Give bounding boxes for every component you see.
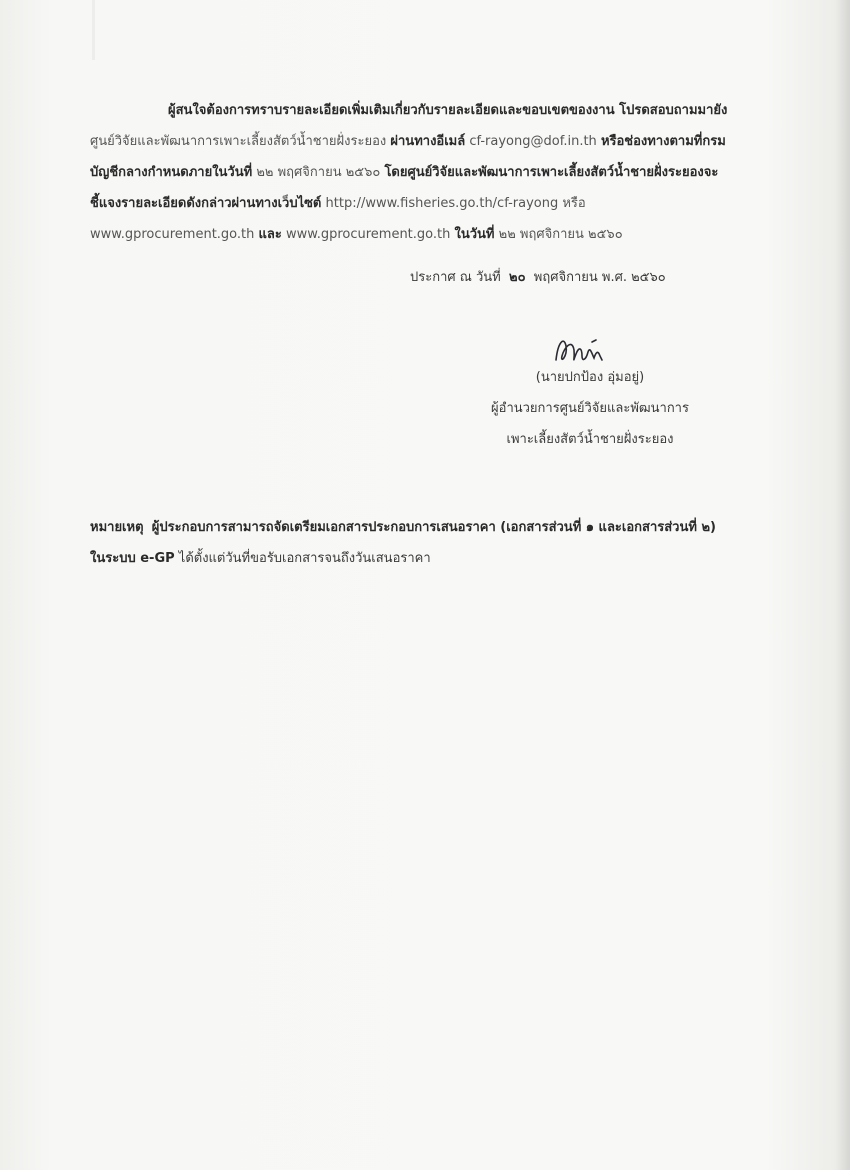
paragraph-text: หรือ [562,196,586,211]
paragraph-line-1 [90,95,750,126]
paragraph-text: ชี้แจงรายละเอียดดังกล่าวผ่านทางเว็บไซต์ [90,196,322,211]
remark-line-1 [90,512,770,543]
remark-section [90,512,770,574]
paragraph-line-4 [90,188,750,219]
paragraph-text: ในวันที่ [454,227,495,242]
remark-text: ได้ตั้งแต่วันที่ขอรับเอกสารจนถึงวันเสนอราคา [178,551,431,566]
paragraph-text: ผ่านทางอีเมล์ [390,134,466,149]
signatory-title-line-1: ผู้อำนวยการศูนย์วิจัยและพัฒนาการ [491,401,689,416]
announcement-prefix: ประกาศ ณ วันที่ [410,270,501,285]
announcement-day: ๒๐ [509,270,526,285]
paragraph-text: ศูนย์วิจัยและพัฒนาการเพาะเลี้ยงสัตว์น้ำชายฝั่งระยอง [90,134,387,149]
signatory-name: (นายปกป้อง อุ่มอยู่) [535,370,645,385]
announcement-date [410,268,666,288]
scan-mark [92,0,95,60]
website-url: www.gprocurement.go.th [90,227,255,242]
body-paragraph [90,95,750,250]
paragraph-text: ผู้สนใจต้องการทราบรายละเอียดเพิ่มเติมเกี่ยวกับรายละเอียดและขอบเขตของงาน โปรดสอบถามมายัง [168,103,728,118]
page-edge-shadow [836,0,850,1170]
date-text: ๒๒ พฤศจิกายน ๒๕๖๐ [498,227,623,242]
paragraph-line-2 [90,126,750,157]
signature-block [460,362,720,455]
remark-label: หมายเหตุ [90,520,144,535]
paragraph-line-3 [90,157,750,188]
date-text: ๒๒ พฤศจิกายน ๒๕๖๐ [256,165,381,180]
email-address: cf-rayong@dof.in.th [469,134,597,149]
announcement-month-year: พฤศจิกายน พ.ศ. ๒๕๖๐ [533,270,666,285]
paragraph-text: บัญชีกลางกำหนดภายในวันที่ [90,165,253,180]
paragraph-line-5 [90,219,750,250]
paragraph-text: และ [258,227,282,242]
website-url: http://www.fisheries.go.th/cf-rayong [325,196,559,211]
website-url: www.gprocurement.go.th [285,227,451,242]
paragraph-text: โดยศูนย์วิจัยและพัฒนาการเพาะเลี้ยงสัตว์น้ำชายฝั่งระยองจะ [384,165,719,180]
remark-text: ผู้ประกอบการสามารถจัดเตรียมเอกสารประกอบการเสนอราคา (เอกสารส่วนที่ ๑ และเอกสารส่วนที่ ๒) [151,520,716,535]
signatory-title-line-2: เพาะเลี้ยงสัตว์น้ำชายฝั่งระยอง [506,432,674,447]
paragraph-text: หรือช่องทางตามที่กรม [600,134,726,149]
remark-text: ในระบบ e-GP [90,551,175,566]
remark-line-2 [90,543,770,574]
